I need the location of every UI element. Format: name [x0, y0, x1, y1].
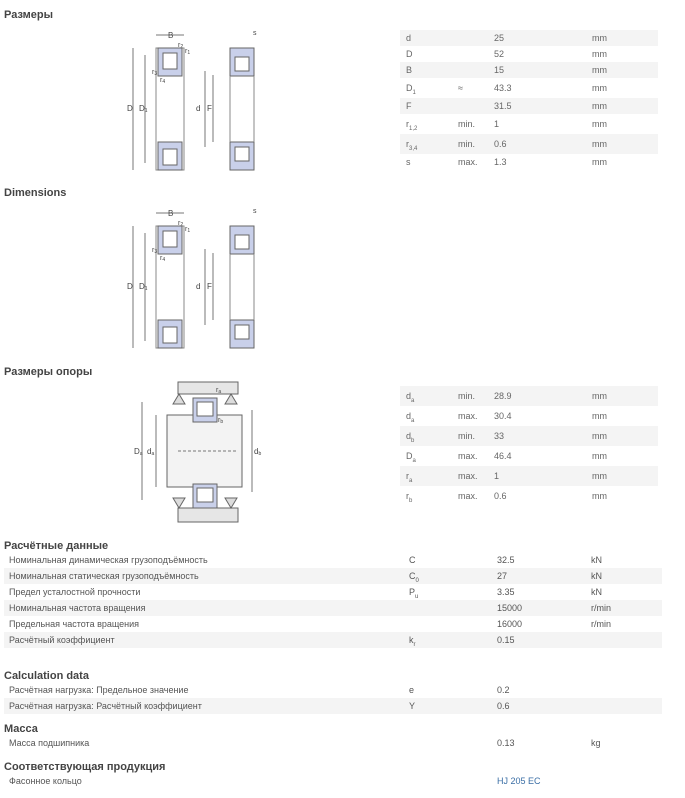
symbol-cell: $r_b$: [406, 491, 413, 504]
table-row: [400, 98, 658, 114]
value-cell: 52: [494, 49, 505, 59]
unit-cell: mm: [586, 98, 658, 114]
svg-text:B: B: [168, 209, 174, 218]
section-title-abutment: Размеры опоры: [4, 366, 93, 378]
svg-text:d: d: [196, 282, 201, 291]
label-cell: Масса подшипника: [9, 738, 90, 748]
value-cell: 16000: [497, 619, 523, 629]
qualifier-cell: min.: [452, 426, 488, 446]
symbol-cell: e: [409, 685, 415, 695]
qualifier-cell: min.: [458, 119, 476, 129]
qualifier-cell: max.: [458, 451, 478, 461]
svg-text:s: s: [253, 208, 257, 215]
unit-cell: [586, 632, 662, 648]
label-cell: Расчётный коэффициент: [4, 632, 404, 648]
symbol-cell: $D_a$: [406, 451, 416, 464]
table-row: [400, 134, 658, 154]
svg-text:Da: Da: [134, 447, 143, 457]
unit-cell: r/min: [586, 600, 662, 616]
unit-cell: [586, 773, 662, 789]
svg-text:r4: r4: [160, 77, 166, 85]
unit-cell: mm: [592, 119, 607, 129]
unit-cell: mm: [592, 491, 607, 501]
label-cell: Расчётная нагрузка: Предельное значение: [9, 685, 189, 695]
unit-cell: kN: [591, 587, 602, 597]
unit-cell: kN: [586, 568, 662, 584]
symbol-cell: $r_a$: [400, 466, 452, 486]
value-cell: 15: [488, 62, 586, 78]
bearing-diagram-ru: [125, 25, 270, 175]
svg-text:da: da: [147, 447, 155, 457]
value-cell: 32.5: [497, 555, 515, 565]
qualifier-cell: max.: [458, 491, 478, 501]
table-row: [4, 698, 662, 714]
table-row: [400, 46, 658, 62]
section-title-dimensions-ru: Размеры: [4, 9, 54, 21]
product-link[interactable]: HJ 205 EC: [497, 776, 541, 786]
svg-text:D: D: [127, 282, 133, 291]
symbol-cell: $r_{1,2}$: [406, 119, 418, 132]
value-cell: 1.3: [494, 157, 507, 167]
value-cell: 43.3: [494, 83, 512, 93]
table-row: [4, 552, 662, 568]
value-cell: 27: [492, 568, 586, 584]
symbol-cell: s: [406, 157, 411, 167]
value-cell: 46.4: [494, 451, 512, 461]
label-cell: Предельная частота вращения: [9, 619, 140, 629]
symbol-cell: [404, 773, 492, 789]
table-row: [400, 78, 658, 98]
qualifier-cell: min.: [452, 134, 488, 154]
value-cell: 25: [488, 30, 586, 46]
unit-cell: mm: [592, 49, 607, 59]
dimensions-table: [400, 30, 658, 170]
table-row: [4, 682, 662, 698]
symbol-cell: [404, 735, 492, 751]
value-cell: 0.6: [494, 491, 507, 501]
label-s: s: [253, 30, 257, 37]
table-row: [400, 406, 658, 426]
value-cell: 30.4: [494, 411, 512, 421]
value-cell: 15000: [492, 600, 586, 616]
svg-text:r3: r3: [152, 69, 158, 77]
svg-text:d: d: [196, 104, 201, 113]
table-row: [400, 114, 658, 134]
unit-cell: mm: [592, 157, 607, 167]
calculation-en-table: [4, 682, 662, 714]
svg-text:r4: r4: [160, 255, 166, 263]
table-row: [400, 30, 658, 46]
symbol-cell: B: [400, 62, 452, 78]
label-cell: Номинальная статическая грузоподъёмность: [4, 568, 404, 584]
svg-text:db: db: [254, 447, 262, 457]
value-cell: 3.35: [497, 587, 515, 597]
svg-text:r3: r3: [152, 247, 158, 255]
table-row: [4, 632, 662, 648]
value-cell: 0.6: [488, 134, 586, 154]
table-row: [4, 600, 662, 616]
section-title-calculation-en: Calculation data: [4, 670, 89, 682]
qualifier-cell: [452, 62, 488, 78]
symbol-cell: [404, 600, 492, 616]
value-cell: 0.6: [492, 698, 586, 714]
section-title-calculation-ru: Расчётные данные: [4, 540, 109, 552]
abutment-diagram: [130, 380, 270, 525]
calculation-ru-table: [4, 552, 662, 648]
svg-text:F: F: [207, 104, 212, 113]
section-title-mass: Масса: [4, 723, 38, 735]
value-cell: 28.9: [488, 386, 586, 406]
symbol-cell: $d_a$: [400, 386, 452, 406]
symbol-cell: D: [406, 49, 413, 59]
table-row: [4, 584, 662, 600]
unit-cell: mm: [586, 134, 658, 154]
symbol-cell: $d_b$: [400, 426, 452, 446]
value-cell: 33: [488, 426, 586, 446]
symbol-cell: $r_{3,4}$: [400, 134, 452, 154]
svg-text:r2: r2: [178, 220, 184, 228]
svg-text:ra: ra: [216, 387, 222, 395]
bearing-diagram-en: [125, 203, 270, 353]
label-cell: Предел усталостной прочности: [9, 587, 141, 597]
abutment-table: [400, 386, 658, 506]
symbol-cell: $P_u$: [409, 587, 419, 600]
unit-cell: mm: [586, 426, 658, 446]
table-row: [400, 446, 658, 466]
symbol-cell: $C_0$: [404, 568, 492, 584]
symbol-cell: d: [400, 30, 452, 46]
svg-text:r1: r1: [185, 48, 191, 56]
table-row: [400, 62, 658, 78]
unit-cell: mm: [592, 451, 607, 461]
table-row: [400, 466, 658, 486]
section-title-related: Соответствующая продукция: [4, 761, 166, 773]
label-cell: Номинальная частота вращения: [4, 600, 404, 616]
unit-cell: mm: [586, 30, 658, 46]
unit-cell: mm: [586, 466, 658, 486]
svg-text:D1: D1: [139, 282, 148, 292]
value-cell: 0.15: [492, 632, 586, 648]
table-row: [4, 616, 662, 632]
symbol-cell: $d_a$: [406, 411, 415, 424]
unit-cell: [586, 682, 662, 698]
label-cell: Расчётная нагрузка: Расчётный коэффициент: [4, 698, 404, 714]
symbol-cell: Y: [404, 698, 492, 714]
unit-cell: mm: [586, 62, 658, 78]
qualifier-cell: [452, 30, 488, 46]
symbol-cell: [404, 616, 492, 632]
svg-text:r2: r2: [178, 42, 184, 50]
table-row: [4, 735, 662, 751]
unit-cell: r/min: [591, 619, 611, 629]
svg-text:rb: rb: [218, 417, 224, 425]
table-row: [400, 426, 658, 446]
label-cell: Фасонное кольцо: [9, 776, 82, 786]
qualifier-cell: [452, 98, 488, 114]
section-title-dimensions-en: Dimensions: [4, 187, 67, 199]
value-cell: 0.13: [497, 738, 515, 748]
unit-cell: mm: [592, 83, 607, 93]
table-row: [4, 773, 662, 789]
symbol-cell: C: [409, 555, 416, 565]
qualifier-cell: min.: [452, 386, 488, 406]
label-B: B: [168, 31, 174, 40]
qualifier-cell: [452, 46, 488, 62]
qualifier-cell: ≈: [458, 83, 463, 93]
unit-cell: kN: [591, 555, 602, 565]
label-cell: Номинальная динамическая грузоподъёмность: [9, 555, 208, 565]
value-cell: 1: [488, 466, 586, 486]
unit-cell: mm: [586, 386, 658, 406]
unit-cell: [586, 698, 662, 714]
value-cell: 31.5: [488, 98, 586, 114]
symbol-cell: $k_r$: [404, 632, 492, 648]
svg-text:F: F: [207, 282, 212, 291]
mass-table: [4, 735, 662, 751]
svg-text:r1: r1: [185, 226, 191, 234]
qualifier-cell: max.: [458, 157, 478, 167]
unit-cell: kg: [591, 738, 601, 748]
value-cell: 0.2: [497, 685, 510, 695]
qualifier-cell: max.: [452, 466, 488, 486]
qualifier-cell: max.: [458, 411, 478, 421]
table-row: [400, 486, 658, 506]
value-cell: 1: [494, 119, 500, 129]
related-table: [4, 773, 662, 789]
symbol-cell: F: [400, 98, 452, 114]
table-row: [400, 386, 658, 406]
symbol-cell: $D_1$: [406, 83, 416, 96]
table-row: [400, 154, 658, 170]
unit-cell: mm: [592, 411, 607, 421]
svg-text:D: D: [127, 104, 133, 113]
table-row: [4, 568, 662, 584]
svg-text:D1: D1: [139, 104, 148, 114]
